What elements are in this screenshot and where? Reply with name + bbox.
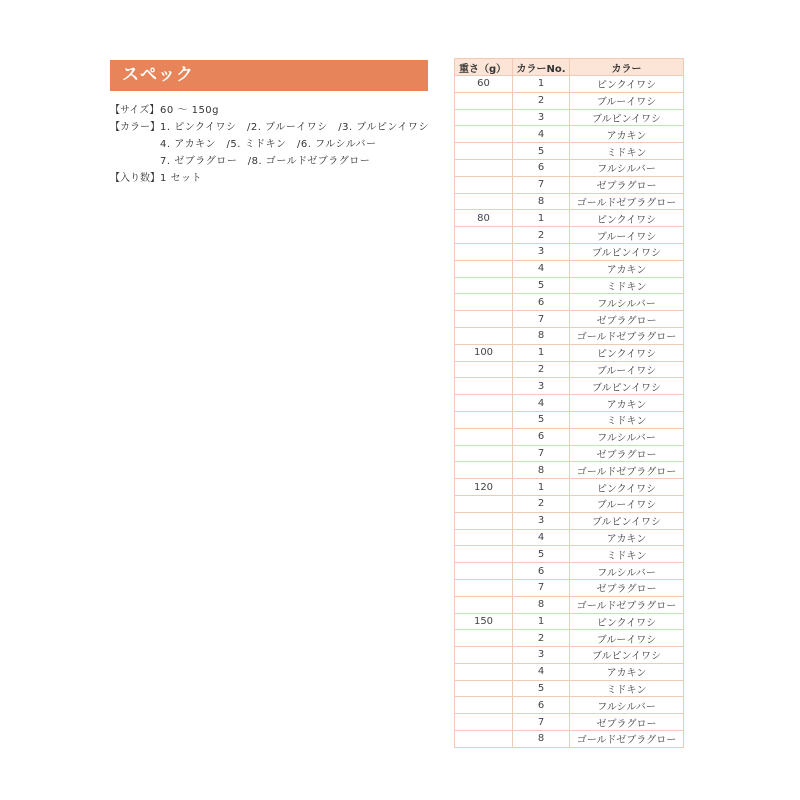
table-row: [455, 395, 684, 412]
cell-color-no: 2: [513, 227, 570, 244]
cell-color-no: 3: [513, 512, 570, 529]
table-row: [455, 361, 684, 378]
table-row: [455, 159, 684, 176]
table-row: [455, 210, 684, 227]
table-row: [455, 479, 684, 496]
table-row: [455, 126, 684, 143]
cell-weight: [455, 143, 513, 160]
cell-weight: [455, 176, 513, 193]
cell-weight: [455, 697, 513, 714]
spec-label-color: 【カラー】: [110, 122, 160, 133]
cell-color-no: 2: [513, 495, 570, 512]
header-weight: 重さ（g）: [455, 59, 513, 76]
spec-row-size: [110, 102, 429, 119]
cell-weight: [455, 428, 513, 445]
cell-weight: [455, 411, 513, 428]
cell-weight: [455, 714, 513, 731]
cell-color-no: 5: [513, 143, 570, 160]
cell-weight: [455, 227, 513, 244]
cell-color-no: 6: [513, 563, 570, 580]
spec-values-quantity: [160, 170, 202, 187]
cell-color-no: 1: [513, 344, 570, 361]
cell-weight: [455, 647, 513, 664]
table-row: [455, 596, 684, 613]
cell-color: ゼブラグロー: [570, 445, 684, 462]
table-row: [455, 193, 684, 210]
cell-color-no: 8: [513, 327, 570, 344]
spec-value-line: 4. アカキン /5. ミドキン /6. フルシルバー: [160, 139, 377, 150]
cell-color: ピンクイワシ: [570, 613, 684, 630]
cell-color-no: 6: [513, 428, 570, 445]
cell-weight: [455, 731, 513, 748]
cell-color-no: 6: [513, 294, 570, 311]
cell-color: ゴールドゼブラグロー: [570, 193, 684, 210]
cell-weight: [455, 311, 513, 328]
cell-color: ブルーイワシ: [570, 495, 684, 512]
cell-color-no: 1: [513, 613, 570, 630]
table-row: [455, 680, 684, 697]
table-row: [455, 579, 684, 596]
cell-weight: [455, 277, 513, 294]
table-header-row: [455, 59, 684, 76]
cell-weight: [455, 159, 513, 176]
cell-color-no: 3: [513, 243, 570, 260]
table-row: [455, 495, 684, 512]
cell-color: ゴールドゼブラグロー: [570, 327, 684, 344]
table-row: [455, 529, 684, 546]
cell-weight: [455, 579, 513, 596]
spec-label-size: 【サイズ】: [110, 105, 160, 116]
cell-color: ミドキン: [570, 143, 684, 160]
cell-color-no: 3: [513, 378, 570, 395]
cell-weight: [455, 395, 513, 412]
table-row: [455, 143, 684, 160]
cell-color-no: 6: [513, 697, 570, 714]
cell-color-no: 5: [513, 411, 570, 428]
table-row: [455, 445, 684, 462]
table-row: [455, 563, 684, 580]
cell-color-no: 5: [513, 680, 570, 697]
cell-weight: [455, 193, 513, 210]
cell-color-no: 5: [513, 277, 570, 294]
table-row: [455, 462, 684, 479]
cell-color: フルシルバー: [570, 159, 684, 176]
table-row: [455, 327, 684, 344]
cell-color-no: 2: [513, 92, 570, 109]
cell-weight: [455, 327, 513, 344]
spec-value-line: 60 〜 150g: [160, 105, 220, 116]
cell-color: ブルーイワシ: [570, 361, 684, 378]
cell-color: ブルピンイワシ: [570, 378, 684, 395]
cell-weight: [455, 445, 513, 462]
table-row: [455, 260, 684, 277]
cell-weight: [455, 378, 513, 395]
table-row: [455, 411, 684, 428]
cell-color: ゼブラグロー: [570, 311, 684, 328]
cell-color-no: 1: [513, 479, 570, 496]
cell-color-no: 2: [513, 361, 570, 378]
cell-color: ミドキン: [570, 277, 684, 294]
cell-color-no: 4: [513, 663, 570, 680]
table-row: [455, 76, 684, 93]
spec-row-color: [110, 119, 429, 170]
cell-weight: [455, 563, 513, 580]
weight-color-table: [454, 58, 684, 748]
cell-weight: [455, 260, 513, 277]
cell-color-no: 1: [513, 210, 570, 227]
cell-weight: [455, 109, 513, 126]
cell-color-no: 4: [513, 260, 570, 277]
table-row: [455, 344, 684, 361]
table-row: [455, 546, 684, 563]
cell-color: ピンクイワシ: [570, 210, 684, 227]
cell-weight: [455, 630, 513, 647]
cell-weight: [455, 663, 513, 680]
cell-color-no: 5: [513, 546, 570, 563]
table-row: [455, 92, 684, 109]
cell-color-no: 8: [513, 193, 570, 210]
cell-weight: [455, 92, 513, 109]
cell-color: ミドキン: [570, 680, 684, 697]
spec-value-line: 1 セット: [160, 173, 203, 184]
cell-color: フルシルバー: [570, 563, 684, 580]
cell-color: ゼブラグロー: [570, 579, 684, 596]
header-color: カラー: [570, 59, 684, 76]
table-row: [455, 663, 684, 680]
table-row: [455, 714, 684, 731]
cell-color-no: 1: [513, 76, 570, 93]
cell-color: アカキン: [570, 395, 684, 412]
cell-weight: [455, 546, 513, 563]
cell-color: ブルーイワシ: [570, 630, 684, 647]
spec-value-line: 1. ピンクイワシ /2. ブルーイワシ /3. ブルピンイワシ: [160, 122, 429, 133]
table-row: [455, 227, 684, 244]
cell-color: ブルーイワシ: [570, 227, 684, 244]
cell-color-no: 6: [513, 159, 570, 176]
table-row: [455, 697, 684, 714]
cell-color: ゴールドゼブラグロー: [570, 596, 684, 613]
spec-row-quantity: [110, 170, 429, 187]
cell-color-no: 8: [513, 596, 570, 613]
cell-weight: [455, 529, 513, 546]
cell-weight: [455, 361, 513, 378]
cell-color: アカキン: [570, 126, 684, 143]
cell-color-no: 3: [513, 109, 570, 126]
cell-weight: [455, 243, 513, 260]
spec-value-line: 7. ゼブラグロー /8. ゴールドゼブラグロー: [160, 156, 371, 167]
cell-color-no: 7: [513, 311, 570, 328]
table-row: [455, 731, 684, 748]
cell-color: ミドキン: [570, 411, 684, 428]
cell-color-no: 7: [513, 579, 570, 596]
table-row: [455, 294, 684, 311]
cell-weight: [455, 680, 513, 697]
spec-values-color: [160, 119, 429, 170]
cell-weight: [455, 596, 513, 613]
cell-color: ブルピンイワシ: [570, 512, 684, 529]
cell-weight: [455, 462, 513, 479]
table-row: [455, 428, 684, 445]
cell-color-no: 4: [513, 529, 570, 546]
cell-weight: 150: [455, 613, 513, 630]
cell-color: フルシルバー: [570, 697, 684, 714]
cell-weight: [455, 495, 513, 512]
table-row: [455, 277, 684, 294]
cell-color-no: 4: [513, 126, 570, 143]
cell-weight: 100: [455, 344, 513, 361]
cell-weight: [455, 512, 513, 529]
cell-color: アカキン: [570, 529, 684, 546]
cell-color-no: 3: [513, 647, 570, 664]
table-row: [455, 613, 684, 630]
spec-values-size: [160, 102, 219, 119]
table-row: [455, 630, 684, 647]
cell-color-no: 8: [513, 731, 570, 748]
cell-color: ブルピンイワシ: [570, 109, 684, 126]
cell-weight: 60: [455, 76, 513, 93]
table-row: [455, 243, 684, 260]
cell-color: ゴールドゼブラグロー: [570, 731, 684, 748]
cell-weight: 80: [455, 210, 513, 227]
cell-weight: [455, 126, 513, 143]
cell-color: ピンクイワシ: [570, 344, 684, 361]
table-row: [455, 512, 684, 529]
cell-color: ゴールドゼブラグロー: [570, 462, 684, 479]
cell-weight: [455, 294, 513, 311]
cell-color-no: 7: [513, 714, 570, 731]
header-color-no: カラーNo.: [513, 59, 570, 76]
spec-label-quantity: 【入り数】: [110, 173, 160, 184]
table-body: [455, 76, 684, 748]
cell-color: ミドキン: [570, 546, 684, 563]
cell-color: ブルピンイワシ: [570, 647, 684, 664]
table-row: [455, 647, 684, 664]
cell-color-no: 8: [513, 462, 570, 479]
cell-color: ゼブラグロー: [570, 176, 684, 193]
cell-color: フルシルバー: [570, 294, 684, 311]
table-row: [455, 311, 684, 328]
cell-color: ゼブラグロー: [570, 714, 684, 731]
cell-weight: 120: [455, 479, 513, 496]
spec-title: スペック: [110, 60, 428, 91]
spec-list: [110, 102, 429, 187]
cell-color-no: 7: [513, 176, 570, 193]
cell-color-no: 4: [513, 395, 570, 412]
cell-color: ピンクイワシ: [570, 479, 684, 496]
cell-color: アカキン: [570, 663, 684, 680]
cell-color: ブルーイワシ: [570, 92, 684, 109]
cell-color-no: 7: [513, 445, 570, 462]
table-row: [455, 176, 684, 193]
cell-color: ピンクイワシ: [570, 76, 684, 93]
cell-color: ブルピンイワシ: [570, 243, 684, 260]
table-row: [455, 109, 684, 126]
cell-color-no: 2: [513, 630, 570, 647]
cell-color: アカキン: [570, 260, 684, 277]
table-row: [455, 378, 684, 395]
cell-color: フルシルバー: [570, 428, 684, 445]
